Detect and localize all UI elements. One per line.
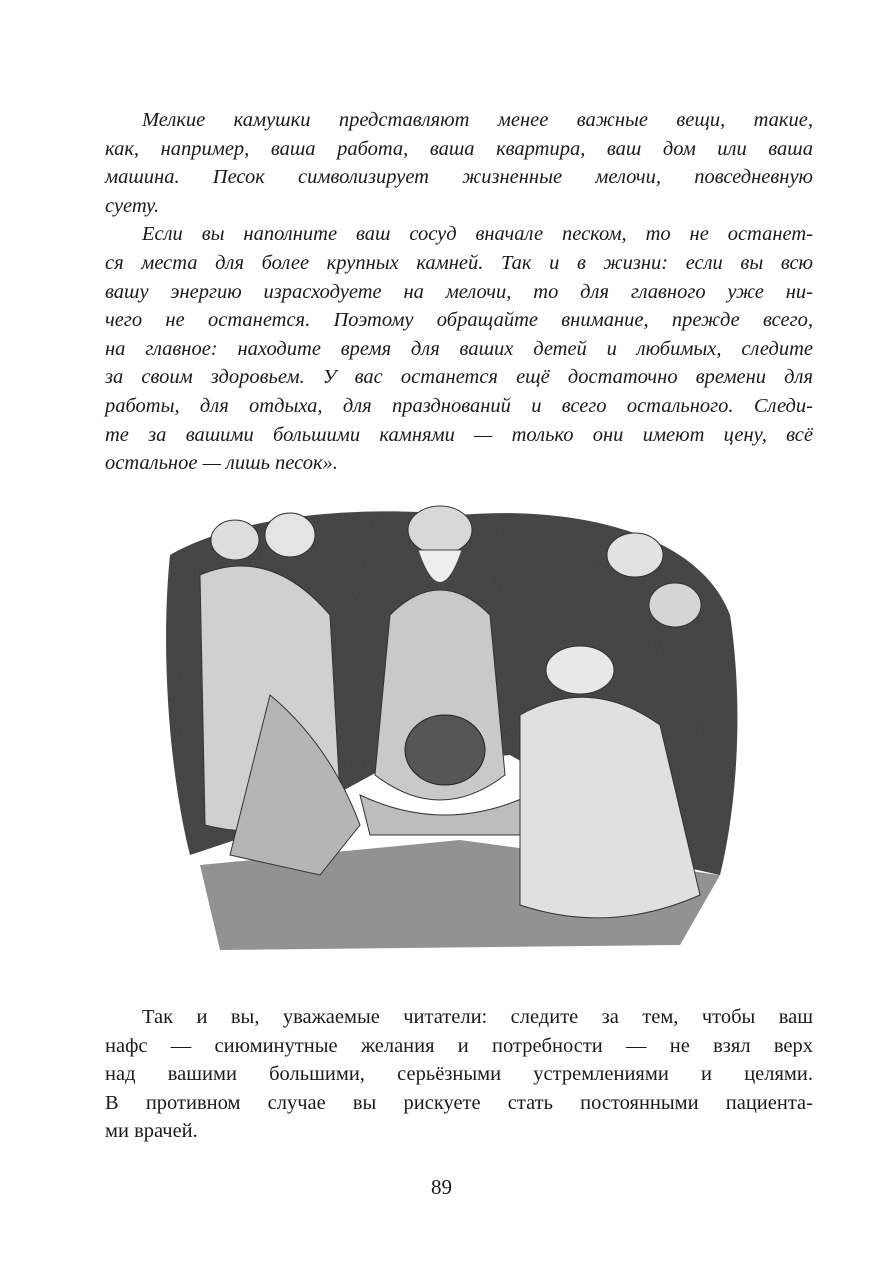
closing-paragraph bbox=[105, 1003, 813, 1146]
text-line: ся места для более крупных камней. Так и в жизни: если вы всю bbox=[105, 251, 813, 274]
text-line: как, например, ваша работа, ваша квартира, ваш дом или ваша bbox=[105, 137, 813, 160]
text-line: на главное: находите время для ваших детей и любимых, следите bbox=[105, 337, 813, 360]
text-line: суету. bbox=[105, 194, 160, 217]
text-line: Так и вы, уважаемые читатели: следите за тем, чтобы ваш bbox=[142, 1006, 813, 1028]
text-line: за своим здоровьем. У вас останется ещё достаточно времени для bbox=[105, 366, 813, 389]
text-line: Мелкие камушки представляют менее важные вещи, такие, bbox=[142, 109, 813, 131]
text-line: нафс — сиюминутные желания и потребности — не взял верх bbox=[105, 1034, 813, 1057]
text-line: вашу энергию израсходуете на мелочи, то для главного уже ни- bbox=[105, 280, 813, 303]
text-line: В противном случае вы рискуете стать постоянными пациента- bbox=[105, 1091, 813, 1114]
text-line: машина. Песок символизирует жизненные мелочи, повседневную bbox=[105, 166, 813, 189]
text-line: те за вашими большими камнями — только они имеют цену, всё bbox=[105, 423, 813, 446]
text-line: остальное — лишь песок». bbox=[105, 452, 338, 475]
text-line: над вашими большими, серьёзными устремлениями и целями. bbox=[105, 1063, 813, 1086]
illustration-sages-sitting bbox=[160, 495, 745, 965]
page-number: 89 bbox=[431, 1175, 452, 1199]
text-line: чего не останется. Поэтому обращайте внимание, прежде всего, bbox=[105, 309, 813, 332]
text-line: работы, для отдыха, для празднований и всего остального. Следи- bbox=[105, 394, 813, 417]
quote-text bbox=[105, 106, 813, 478]
text-line: ми врачей. bbox=[105, 1120, 198, 1143]
text-line: Если вы наполните ваш сосуд вначале песком, то не останет- bbox=[142, 223, 813, 246]
